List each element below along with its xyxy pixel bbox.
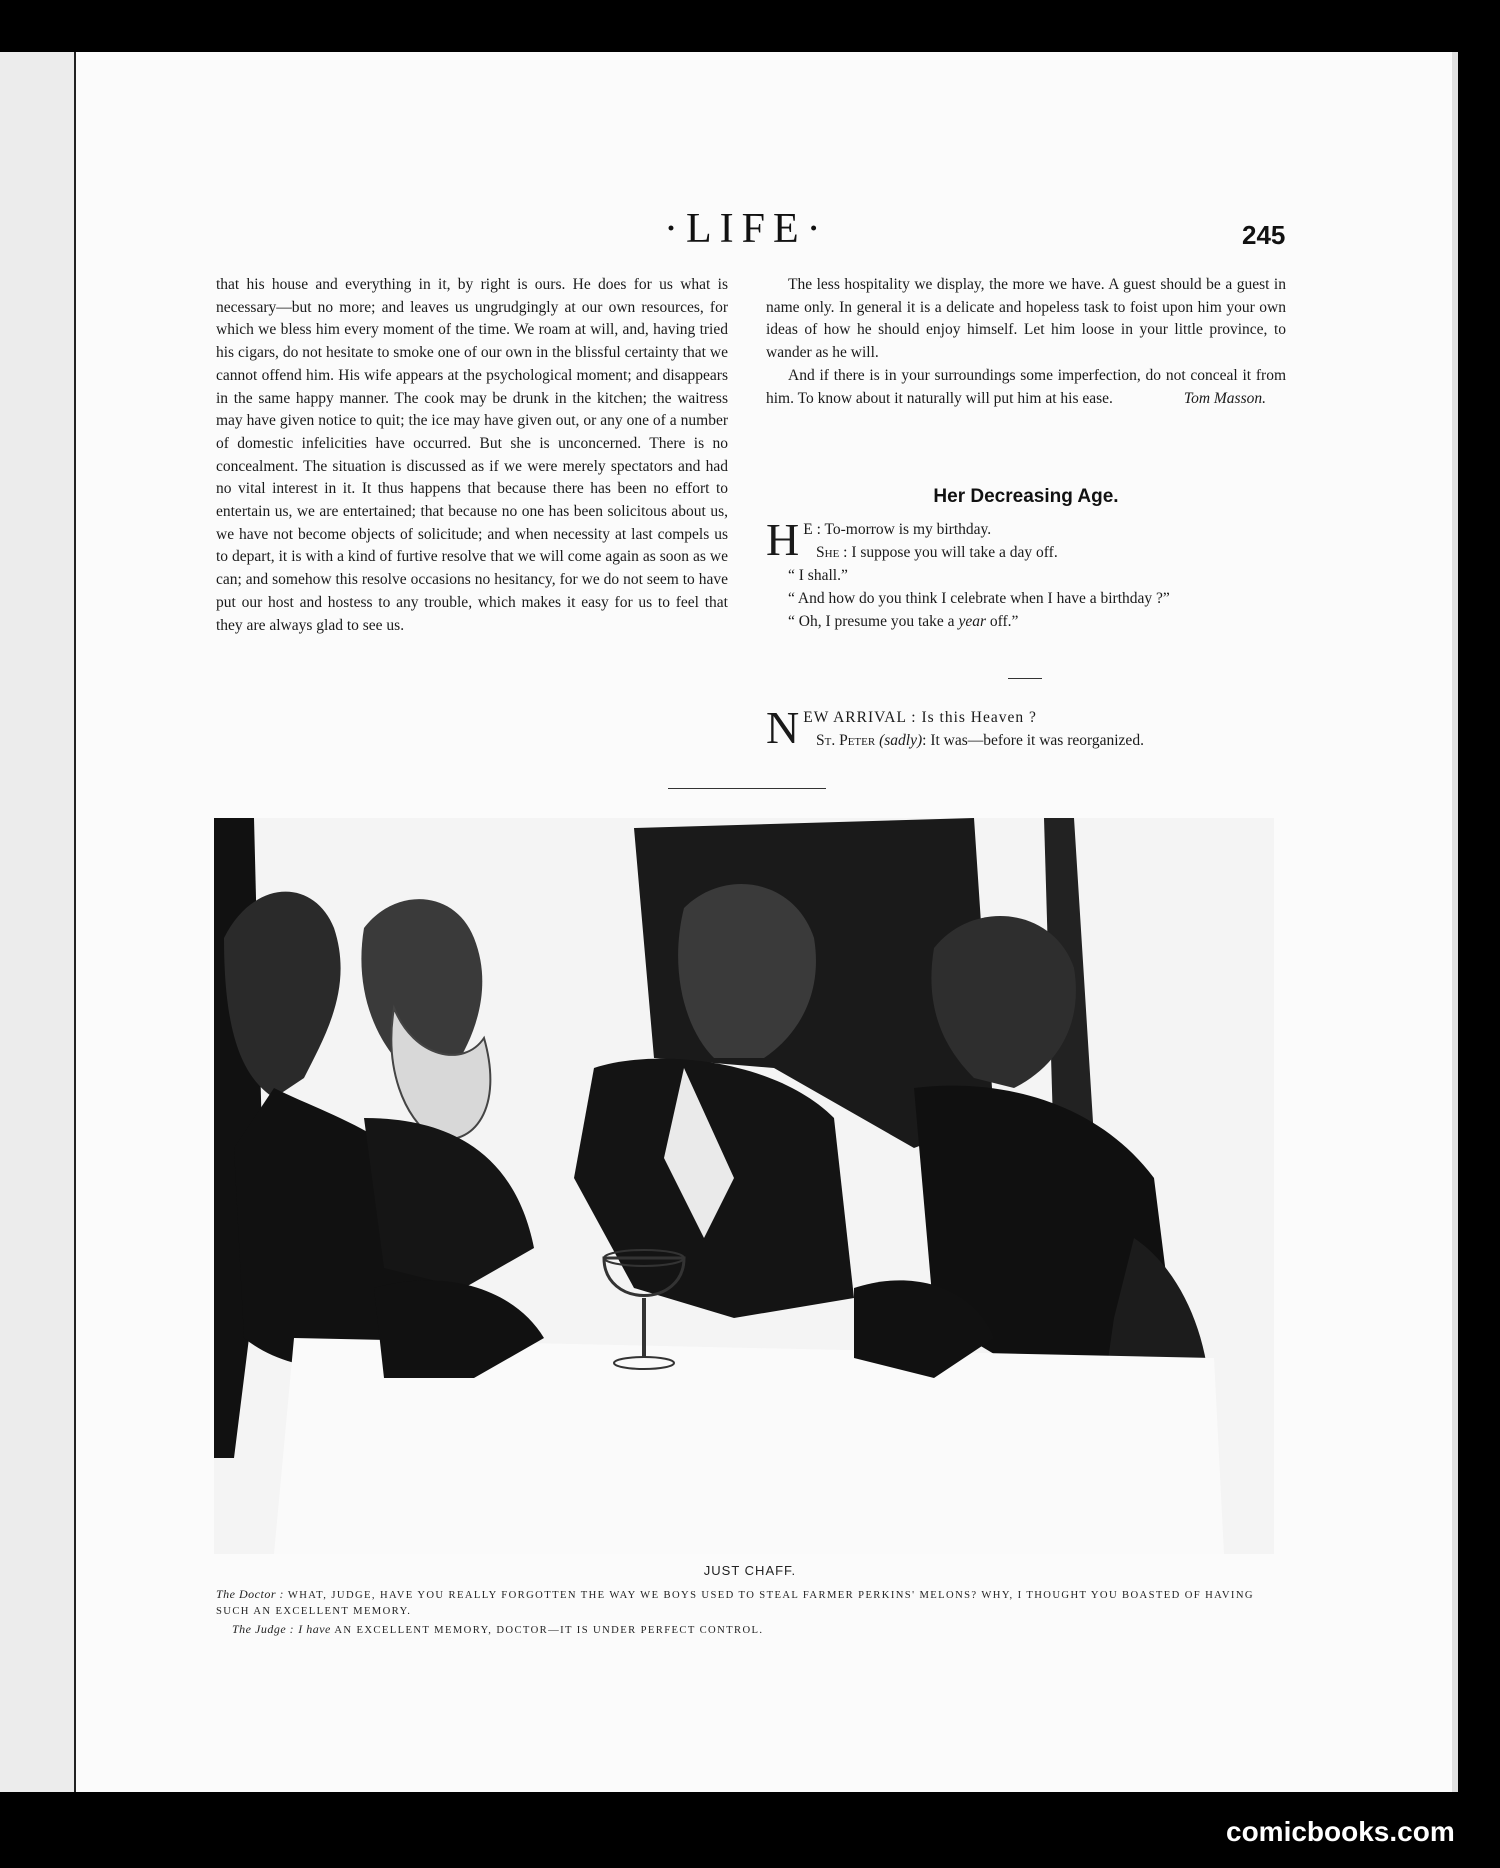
site-watermark: comicbooks.com <box>1226 1816 1455 1847</box>
illustration-caption-title: JUST CHAFF. <box>703 1563 797 1578</box>
caption-text: AN EXCELLENT MEMORY, DOCTOR—IT IS UNDER PERFECT CONTROL. <box>334 1625 764 1636</box>
illustration-divider <box>668 788 826 789</box>
page-number: 245 <box>1242 220 1286 250</box>
left-column <box>216 274 728 637</box>
joke-title: Her Decreasing Age. <box>933 486 1119 507</box>
emphasis-word: I have <box>298 1622 331 1636</box>
stage-direction: (sadly) <box>879 732 923 749</box>
right-column-paragraph-2 <box>766 365 1286 410</box>
joke-line: “ I shall.” <box>788 567 848 584</box>
author-signature: Tom Masson. <box>1183 389 1266 407</box>
caption-text: WHAT, JUDGE, HAVE YOU REALLY FORGOTTEN THE WAY WE BOYS USED TO STEAL FARMER PERKINS' MELONS? WHY, I THOUGHT YOU BOASTED OF HAVING SUCH AN EXCELLENT MEMORY. <box>216 1590 1254 1617</box>
joke-line <box>766 610 1286 633</box>
speaker-label: St. Peter <box>816 732 876 749</box>
emphasis-word: year <box>958 613 986 630</box>
joke-line: “ And how do you think I celebrate when I have a birthday ?” <box>788 590 1170 607</box>
previous-page-edge <box>0 52 78 1792</box>
joke-text: “ Oh, I presume you take a <box>788 613 959 630</box>
dinner-table-illustration <box>214 818 1274 1554</box>
caption-doctor-line <box>216 1586 1290 1620</box>
left-column-paragraph: that his house and everything in it, by right is ours. He does for us what is necessary—but no more; and leaves us ungrudgingly at our own resources, for which we bless him every moment of the time. We roam at will, and, having tried his cigars, do not hesitate to smoke one of our own in the blissful certainty that we cannot offend him. His wife appears at the psychological moment; and disappears in the same happy manner. The cook may be drunk in the kitchen; the waitress may have given notice to quit; the ice may have given out, or any one of a number of domestic infelicities have occurred. But she is unconcerned. There is no concealment. The situation is discussed as if we were merely spectators and had no vital interest in it. It thus happens that because there has been no effort to entertain us, we are entertained; that because no one has been solicitous about us, we have not become objects of solicitude; and when necessity at last compels us to depart, it is with a kind of furtive resolve that we will come again as soon as we can; and somehow this resolve occasions no hesitancy, for we do not seem to have put our host and hostess to any trouble, which makes it easy for us to feel that they are always glad to see us. <box>216 276 728 634</box>
speaker-label: The Judge : <box>232 1622 295 1636</box>
drop-cap: H <box>766 514 800 565</box>
speaker-label: She <box>816 544 840 561</box>
joke-new-arrival <box>766 702 1286 753</box>
joke-her-decreasing-age <box>766 514 1286 633</box>
magazine-title: ·LIFE· <box>664 206 829 252</box>
paragraph-text: And if there is in your surroundings some imperfection, do not conceal it from him. To know about it naturally will put him at his ease. <box>766 366 1286 407</box>
joke-line: E : To-morrow is my birthday. <box>803 521 992 538</box>
page-right-edge <box>1452 52 1458 1792</box>
joke-text: off.” <box>986 613 1019 630</box>
joke-line: : It was—before it was reorganized. <box>922 732 1144 749</box>
drop-cap: N <box>766 702 800 753</box>
section-divider <box>1008 678 1042 679</box>
right-column <box>766 274 1286 410</box>
joke-line: EW ARRIVAL : Is this Heaven ? <box>803 709 1037 726</box>
right-column-paragraph-1: The less hospitality we display, the more we have. A guest should be a guest in name only. In general it is a delicate and hopeless task to foist upon him your own ideas of how he should enjoy himself. Let him loose in your little province, to wander as he will. <box>766 276 1286 362</box>
caption-judge-line <box>232 1621 1306 1639</box>
joke-line: : I suppose you will take a day off. <box>843 544 1058 561</box>
speaker-label: The Doctor : <box>216 1587 284 1601</box>
